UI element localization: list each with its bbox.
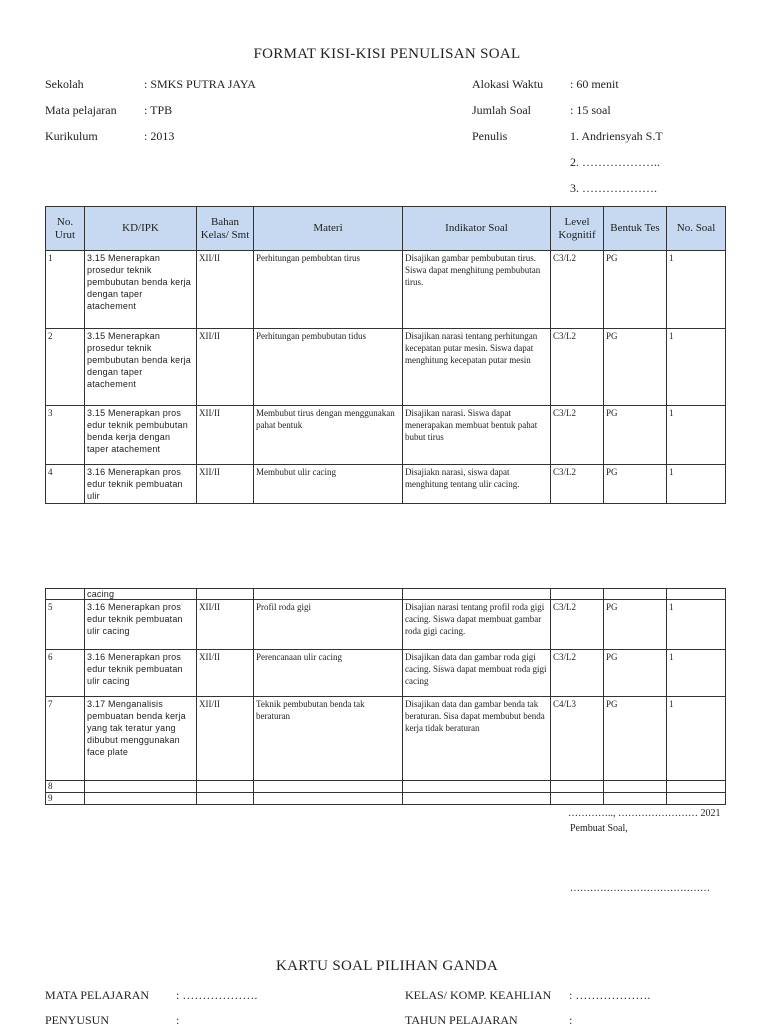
cell-materi: Teknik pembubutan benda tak beraturan — [254, 697, 403, 781]
cell-kelas: XII/II — [197, 465, 254, 504]
signature-date: ………….., …………………… 2021 — [568, 808, 721, 819]
cell-materi: Profil roda gigi — [254, 600, 403, 650]
cell-level: C3/L2 — [551, 650, 604, 697]
cell-no: 2 — [46, 329, 85, 406]
header-bentuk: Bentuk Tes — [604, 207, 667, 251]
kurikulum-value: : 2013 — [144, 129, 175, 143]
alokasi-label: Alokasi Waktu — [472, 77, 544, 91]
cell-indikator: Disajikan gambar pembubutan tirus. Siswa dapat menghitung pembubutan tirus. — [403, 251, 551, 329]
cell-indikator: Disajiakn narasi, siswa dapat menghitung tentang ulir cacing. — [403, 465, 551, 504]
table-row — [46, 329, 726, 406]
cell-materi: Membubut tirus dengan menggunakan pahat bentuk — [254, 406, 403, 465]
signature-name-line: …………………………………… — [570, 883, 710, 894]
cell-level: C3/L2 — [551, 406, 604, 465]
header-materi: Materi — [254, 207, 403, 251]
cell-no: 1 — [46, 251, 85, 329]
cell-no-soal: 1 — [667, 406, 726, 465]
table-row — [46, 600, 726, 650]
cell-kelas: XII/II — [197, 251, 254, 329]
header-level: Level Kognitif — [551, 207, 604, 251]
cell-bentuk: PG — [604, 251, 667, 329]
sekolah-label: Sekolah — [45, 77, 84, 91]
cell-kelas: XII/II — [197, 650, 254, 697]
cell-kelas: XII/II — [197, 406, 254, 465]
cell-no-soal: 1 — [667, 650, 726, 697]
penulis-3: 3. ………………. — [570, 181, 657, 195]
kurikulum-label: Kurikulum — [45, 129, 98, 143]
penulis-label: Penulis — [472, 129, 508, 143]
cell-kelas: XII/II — [197, 600, 254, 650]
table-row — [46, 406, 726, 465]
cell-no: 4 — [46, 465, 85, 504]
table-row-continued — [46, 589, 726, 600]
header-indikator: Indikator Soal — [403, 207, 551, 251]
cell-no: 9 — [46, 793, 85, 805]
cell-no-soal: 1 — [667, 251, 726, 329]
cell-kd: 3.16 Menerapkan pros edur teknik pembuatan ulir cacing — [85, 600, 197, 650]
cell-bentuk: PG — [604, 406, 667, 465]
header-no-urut: No. Urut — [46, 207, 85, 251]
cell-no-soal: 1 — [667, 465, 726, 504]
card-title: KARTU SOAL PILIHAN GANDA — [276, 958, 498, 974]
cell-indikator: Disajikan narasi tentang perhitungan kecepatan putar mesin. Siswa dapat menghitung kecepatan putar mesin — [403, 329, 551, 406]
card-kelas-label: KELAS/ KOMP. KEAHLIAN — [405, 988, 552, 1002]
penulis-2: 2. ……………….. — [570, 155, 660, 169]
cell-kelas: XII/II — [197, 697, 254, 781]
cell-no-soal: 1 — [667, 600, 726, 650]
cell-level: C3/L2 — [551, 465, 604, 504]
card-penyusun-label: PENYUSUN — [45, 1013, 110, 1027]
penulis-1: 1. Andriensyah S.T — [570, 129, 663, 143]
cell-no: 6 — [46, 650, 85, 697]
cell-no: 5 — [46, 600, 85, 650]
card-penyusun-value: : — [176, 1013, 180, 1027]
cell-no: 8 — [46, 781, 85, 793]
cell-bentuk: PG — [604, 329, 667, 406]
cell-no-soal: 1 — [667, 329, 726, 406]
table-row — [46, 251, 726, 329]
cell-level: C3/L2 — [551, 600, 604, 650]
kisi-table-page2 — [45, 588, 726, 805]
cell-materi: Membubut ulir cacing — [254, 465, 403, 504]
card-tahun-value: : — [569, 1013, 573, 1027]
table-row — [46, 697, 726, 781]
header-kd-ipk: KD/IPK — [85, 207, 197, 251]
cell-kelas: XII/II — [197, 329, 254, 406]
cell-bentuk: PG — [604, 650, 667, 697]
card-mapel-value: : ………………. — [176, 988, 258, 1002]
header-bahan-kelas: Bahan Kelas/ Smt — [197, 207, 254, 251]
cell-no: 3 — [46, 406, 85, 465]
cell-indikator: Disajikan data dan gambar benda tak beraturan. Sisa dapat membubut benda kerja tidak beraturan — [403, 697, 551, 781]
cell-bentuk: PG — [604, 697, 667, 781]
cell-kd: 3.16 Menerapkan pros edur teknik pembuatan ulir cacing — [85, 650, 197, 697]
cell-materi: Perhitungan pembubutan tidus — [254, 329, 403, 406]
cell-indikator: Disajikan data dan gambar roda gigi cacing. Siswa dapat membuat roda gigi cacing — [403, 650, 551, 697]
table-row — [46, 465, 726, 504]
mapel-value: : TPB — [144, 103, 173, 117]
table-row — [46, 793, 726, 805]
document-title: FORMAT KISI-KISI PENULISAN SOAL — [253, 46, 521, 62]
table-row — [46, 650, 726, 697]
cell-kd-continued: cacing — [85, 589, 197, 600]
cell-level: C3/L2 — [551, 251, 604, 329]
cell-level: C4/L3 — [551, 697, 604, 781]
signature-role: Pembuat Soal, — [570, 823, 628, 834]
cell-kd: 3.15 Menerapkan prosedur teknik pembubutan benda kerja dengan taper atachement — [85, 251, 197, 329]
cell-no-soal: 1 — [667, 697, 726, 781]
cell-kd: 3.15 Menerapkan pros edur teknik pembubutan benda kerja dengan taper atachement — [85, 406, 197, 465]
table-header-row — [46, 207, 726, 251]
card-tahun-label: TAHUN PELAJARAN — [405, 1013, 518, 1027]
cell-materi: Perencanaan ulir cacing — [254, 650, 403, 697]
card-kelas-value: : ………………. — [569, 988, 651, 1002]
alokasi-value: : 60 menit — [570, 77, 619, 91]
cell-level: C3/L2 — [551, 329, 604, 406]
mapel-label: Mata pelajaran — [45, 103, 117, 117]
cell-bentuk: PG — [604, 600, 667, 650]
cell-indikator: Disajian narasi tentang profil roda gigi cacing. Siswa dapat membuat gambar roda gigi cacing. — [403, 600, 551, 650]
card-mapel-label: MATA PELAJARAN — [45, 988, 150, 1002]
cell-no: 7 — [46, 697, 85, 781]
table-row — [46, 781, 726, 793]
cell-kd: 3.17 Menganalisis pembuatan benda kerja yang tak teratur yang dibubut menggunakan face plate — [85, 697, 197, 781]
sekolah-value: : SMKS PUTRA JAYA — [144, 77, 256, 91]
cell-kd: 3.16 Menerapkan pros edur teknik pembuatan ulir — [85, 465, 197, 504]
cell-indikator: Disajikan narasi. Siswa dapat menerapakan membuat bentuk pahat bubut tirus — [403, 406, 551, 465]
header-no-soal: No. Soal — [667, 207, 726, 251]
cell-kd: 3.15 Menerapkan prosedur teknik pembubutan benda kerja dengan taper atachement — [85, 329, 197, 406]
cell-materi: Perhitungan pembubtan tirus — [254, 251, 403, 329]
jumlah-value: : 15 soal — [570, 103, 611, 117]
cell-bentuk: PG — [604, 465, 667, 504]
kisi-table-page1 — [45, 206, 726, 504]
jumlah-label: Jumlah Soal — [472, 103, 531, 117]
